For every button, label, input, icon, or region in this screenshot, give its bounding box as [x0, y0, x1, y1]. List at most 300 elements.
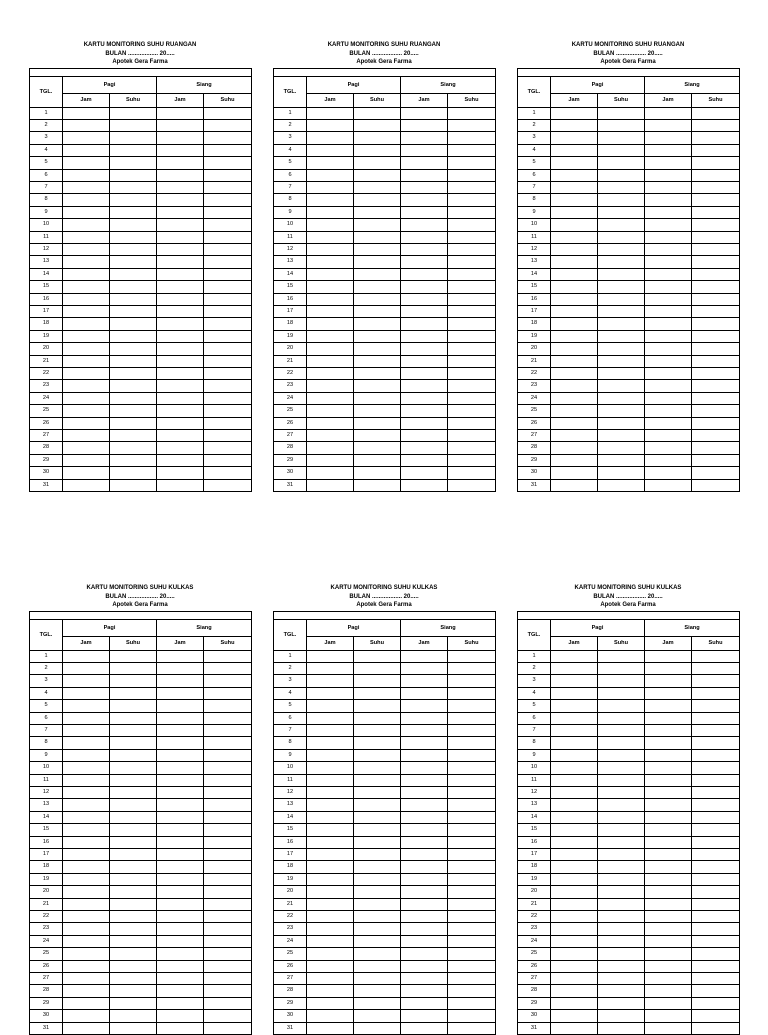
tgl-cell: 27 — [518, 430, 551, 442]
table-row — [518, 935, 740, 947]
siang-suhu-cell — [448, 824, 496, 836]
pagi-suhu-cell — [354, 293, 401, 305]
pagi-jam-cell — [307, 306, 354, 318]
siang-jam-cell — [157, 144, 204, 156]
pagi-jam-cell — [63, 467, 110, 479]
pagi-jam-cell — [307, 724, 354, 736]
siang-jam-cell — [401, 194, 448, 206]
pagi-suhu-cell — [598, 824, 645, 836]
table-row — [30, 157, 252, 169]
pagi-jam-cell — [551, 281, 598, 293]
siang-suhu-cell — [204, 479, 252, 491]
pagi-suhu-cell — [110, 368, 157, 380]
pagi-suhu-cell — [354, 132, 401, 144]
pagi-suhu-cell — [598, 1010, 645, 1022]
pagi-suhu-cell — [110, 650, 157, 662]
tgl-cell: 24 — [30, 935, 63, 947]
pagi-suhu-cell — [598, 206, 645, 218]
siang-jam-cell — [645, 454, 692, 466]
siang-jam-cell — [401, 343, 448, 355]
siang-suhu-cell — [692, 243, 740, 255]
siang-jam-cell — [401, 886, 448, 898]
table-row — [518, 898, 740, 910]
siang-suhu-cell — [204, 392, 252, 404]
pagi-jam-cell — [63, 873, 110, 885]
pagi-suhu-cell — [354, 724, 401, 736]
pagi-suhu-cell — [598, 256, 645, 268]
pagi-jam-cell — [551, 157, 598, 169]
pagi-jam-cell — [551, 392, 598, 404]
siang-jam-cell — [645, 144, 692, 156]
table-row — [30, 293, 252, 305]
siang-jam-cell — [157, 687, 204, 699]
siang-suhu-cell — [448, 786, 496, 798]
tgl-cell: 14 — [274, 268, 307, 280]
table-row — [518, 948, 740, 960]
siang-suhu-cell — [692, 973, 740, 985]
siang-jam-cell — [157, 467, 204, 479]
table-row — [274, 774, 496, 786]
tgl-cell: 30 — [274, 1010, 307, 1022]
pagi-suhu-cell — [598, 293, 645, 305]
siang-suhu-cell — [692, 380, 740, 392]
table-row — [274, 973, 496, 985]
siang-jam-cell — [645, 442, 692, 454]
pagi-jam-cell — [307, 786, 354, 798]
blank-row — [274, 68, 496, 76]
siang-jam-cell — [401, 430, 448, 442]
tgl-cell: 15 — [30, 824, 63, 836]
siang-jam-cell — [157, 762, 204, 774]
siang-jam-cell — [401, 454, 448, 466]
table-row — [518, 960, 740, 972]
table-row — [518, 194, 740, 206]
siang-header: Siang — [157, 76, 252, 93]
siang-jam-cell — [645, 836, 692, 848]
pagi-suhu-cell — [110, 973, 157, 985]
card-apotek: Apotek Gera Farma — [273, 601, 495, 610]
pagi-suhu-cell — [598, 675, 645, 687]
pagi-jam-cell — [307, 107, 354, 119]
pagi-jam-cell — [307, 206, 354, 218]
pagi-jam-cell — [63, 923, 110, 935]
siang-suhu-cell — [692, 886, 740, 898]
pagi-suhu-cell — [110, 824, 157, 836]
pagi-jam-cell — [63, 749, 110, 761]
siang-suhu-cell — [448, 687, 496, 699]
pagi-jam-cell — [307, 119, 354, 131]
pagi-suhu-cell — [598, 355, 645, 367]
tgl-cell: 29 — [274, 454, 307, 466]
siang-suhu-cell — [204, 911, 252, 923]
siang-jam-cell — [157, 861, 204, 873]
pagi-jam-cell — [551, 181, 598, 193]
pagi-suhu-cell — [354, 662, 401, 674]
table-row — [274, 157, 496, 169]
table-row — [518, 243, 740, 255]
siang-jam-cell — [157, 997, 204, 1009]
card-header — [517, 41, 739, 67]
table-row — [274, 231, 496, 243]
pagi-jam-cell — [551, 985, 598, 997]
suhu-header: Suhu — [110, 636, 157, 650]
siang-suhu-cell — [204, 662, 252, 674]
table-row — [30, 662, 252, 674]
siang-jam-cell — [157, 343, 204, 355]
tgl-cell: 11 — [30, 231, 63, 243]
pagi-suhu-cell — [354, 873, 401, 885]
pagi-jam-cell — [551, 923, 598, 935]
siang-jam-cell — [157, 898, 204, 910]
siang-suhu-cell — [204, 231, 252, 243]
pagi-suhu-cell — [598, 811, 645, 823]
table-row — [518, 762, 740, 774]
siang-suhu-cell — [204, 687, 252, 699]
suhu-header: Suhu — [204, 636, 252, 650]
pagi-jam-cell — [307, 687, 354, 699]
tgl-cell: 13 — [30, 799, 63, 811]
tgl-cell: 12 — [518, 786, 551, 798]
tgl-cell: 19 — [274, 330, 307, 342]
blank-row — [518, 68, 740, 76]
pagi-jam-cell — [551, 687, 598, 699]
siang-suhu-cell — [448, 650, 496, 662]
pagi-suhu-cell — [110, 467, 157, 479]
pagi-jam-cell — [307, 293, 354, 305]
pagi-suhu-cell — [598, 467, 645, 479]
table-row — [30, 886, 252, 898]
siang-suhu-cell — [204, 737, 252, 749]
siang-jam-cell — [157, 675, 204, 687]
siang-suhu-cell — [692, 675, 740, 687]
pagi-suhu-cell — [354, 923, 401, 935]
pagi-jam-cell — [551, 873, 598, 885]
tgl-cell: 29 — [30, 454, 63, 466]
siang-suhu-cell — [692, 923, 740, 935]
card-bulan: BULAN .................. 20..... — [273, 593, 495, 602]
pagi-suhu-cell — [598, 169, 645, 181]
table-row — [274, 700, 496, 712]
pagi-suhu-cell — [598, 786, 645, 798]
pagi-jam-cell — [63, 293, 110, 305]
tgl-cell: 7 — [518, 181, 551, 193]
pagi-suhu-cell — [110, 219, 157, 231]
siang-suhu-cell — [692, 417, 740, 429]
tgl-cell: 16 — [274, 293, 307, 305]
header-row — [274, 619, 496, 636]
pagi-jam-cell — [551, 144, 598, 156]
siang-jam-cell — [401, 774, 448, 786]
table-row — [518, 997, 740, 1009]
table-row — [274, 811, 496, 823]
siang-jam-cell — [645, 293, 692, 305]
siang-suhu-cell — [204, 157, 252, 169]
pagi-suhu-cell — [110, 948, 157, 960]
pagi-suhu-cell — [598, 144, 645, 156]
pagi-jam-cell — [307, 948, 354, 960]
siang-jam-cell — [645, 219, 692, 231]
pagi-suhu-cell — [598, 898, 645, 910]
pagi-suhu-cell — [354, 181, 401, 193]
siang-suhu-cell — [448, 318, 496, 330]
blank-row — [30, 611, 252, 619]
table-row — [274, 749, 496, 761]
siang-suhu-cell — [448, 997, 496, 1009]
pagi-jam-cell — [63, 799, 110, 811]
pagi-suhu-cell — [354, 392, 401, 404]
siang-jam-cell — [157, 107, 204, 119]
tgl-cell: 19 — [274, 873, 307, 885]
siang-jam-cell — [401, 650, 448, 662]
siang-suhu-cell — [204, 442, 252, 454]
pagi-header: Pagi — [307, 76, 401, 93]
tgl-cell: 17 — [518, 306, 551, 318]
table-row — [274, 343, 496, 355]
siang-jam-cell — [157, 935, 204, 947]
siang-suhu-cell — [204, 281, 252, 293]
table-row — [274, 442, 496, 454]
siang-suhu-cell — [692, 306, 740, 318]
tgl-cell: 7 — [274, 724, 307, 736]
pagi-jam-cell — [551, 762, 598, 774]
jam-header: Jam — [63, 93, 110, 107]
table-row — [518, 873, 740, 885]
tgl-cell: 8 — [274, 737, 307, 749]
tgl-cell: 6 — [518, 169, 551, 181]
tgl-cell: 23 — [518, 923, 551, 935]
pagi-suhu-cell — [598, 997, 645, 1009]
table-row — [518, 132, 740, 144]
siang-jam-cell — [157, 836, 204, 848]
pagi-jam-cell — [307, 898, 354, 910]
siang-jam-cell — [157, 973, 204, 985]
tgl-cell: 26 — [30, 960, 63, 972]
siang-suhu-cell — [204, 675, 252, 687]
table-row — [30, 343, 252, 355]
pagi-suhu-cell — [598, 712, 645, 724]
table-row — [518, 181, 740, 193]
tgl-cell: 21 — [274, 898, 307, 910]
table-row — [274, 368, 496, 380]
siang-suhu-cell — [692, 256, 740, 268]
pagi-suhu-cell — [354, 849, 401, 861]
siang-jam-cell — [157, 799, 204, 811]
siang-jam-cell — [157, 380, 204, 392]
siang-suhu-cell — [692, 662, 740, 674]
pagi-suhu-cell — [354, 256, 401, 268]
tgl-cell: 14 — [518, 811, 551, 823]
pagi-jam-cell — [307, 243, 354, 255]
table-row — [30, 1010, 252, 1022]
tgl-cell: 14 — [518, 268, 551, 280]
siang-suhu-cell — [448, 268, 496, 280]
pagi-suhu-cell — [354, 306, 401, 318]
blank-row — [274, 611, 496, 619]
jam-header: Jam — [157, 93, 204, 107]
pagi-suhu-cell — [110, 935, 157, 947]
siang-suhu-cell — [204, 169, 252, 181]
tgl-cell: 11 — [274, 231, 307, 243]
pagi-jam-cell — [307, 467, 354, 479]
pagi-jam-cell — [63, 712, 110, 724]
pagi-suhu-cell — [598, 960, 645, 972]
pagi-suhu-cell — [598, 873, 645, 885]
siang-suhu-cell — [692, 169, 740, 181]
pagi-suhu-cell — [110, 318, 157, 330]
tgl-cell: 2 — [274, 662, 307, 674]
tgl-cell: 30 — [30, 1010, 63, 1022]
tgl-cell: 1 — [274, 650, 307, 662]
siang-jam-cell — [401, 737, 448, 749]
tgl-cell: 26 — [518, 417, 551, 429]
pagi-jam-cell — [63, 960, 110, 972]
pagi-jam-cell — [307, 1010, 354, 1022]
table-row — [518, 318, 740, 330]
pagi-suhu-cell — [354, 786, 401, 798]
table-row — [30, 330, 252, 342]
tgl-header: TGL. — [30, 76, 63, 107]
pagi-jam-cell — [63, 281, 110, 293]
tgl-cell: 25 — [518, 405, 551, 417]
tgl-cell: 28 — [518, 985, 551, 997]
table-row — [30, 306, 252, 318]
siang-suhu-cell — [692, 948, 740, 960]
card-title: KARTU MONITORING SUHU KULKAS — [29, 584, 251, 593]
pagi-jam-cell — [63, 330, 110, 342]
table-row — [518, 799, 740, 811]
pagi-suhu-cell — [110, 873, 157, 885]
tgl-cell: 1 — [274, 107, 307, 119]
siang-jam-cell — [401, 107, 448, 119]
tgl-cell: 12 — [274, 243, 307, 255]
tgl-cell: 20 — [30, 886, 63, 898]
siang-suhu-cell — [448, 417, 496, 429]
table-row — [30, 724, 252, 736]
table-row — [274, 737, 496, 749]
pagi-jam-cell — [307, 343, 354, 355]
table-row — [518, 479, 740, 491]
pagi-suhu-cell — [110, 836, 157, 848]
siang-jam-cell — [157, 650, 204, 662]
pagi-jam-cell — [63, 306, 110, 318]
siang-jam-cell — [157, 712, 204, 724]
pagi-suhu-cell — [598, 700, 645, 712]
pagi-suhu-cell — [598, 662, 645, 674]
siang-jam-cell — [645, 849, 692, 861]
pagi-jam-cell — [63, 256, 110, 268]
pagi-suhu-cell — [354, 169, 401, 181]
pagi-suhu-cell — [110, 1022, 157, 1034]
siang-jam-cell — [401, 824, 448, 836]
tgl-cell: 23 — [30, 380, 63, 392]
pagi-jam-cell — [551, 107, 598, 119]
table-row — [274, 256, 496, 268]
siang-suhu-cell — [692, 368, 740, 380]
pagi-suhu-cell — [598, 861, 645, 873]
siang-suhu-cell — [204, 786, 252, 798]
table-row — [274, 132, 496, 144]
suhu-header: Suhu — [448, 636, 496, 650]
siang-jam-cell — [401, 157, 448, 169]
table-row — [518, 1010, 740, 1022]
siang-jam-cell — [401, 181, 448, 193]
siang-suhu-cell — [204, 243, 252, 255]
header-row — [30, 76, 252, 93]
pagi-suhu-cell — [354, 898, 401, 910]
table-row — [274, 799, 496, 811]
tgl-cell: 13 — [518, 799, 551, 811]
pagi-suhu-cell — [598, 132, 645, 144]
siang-jam-cell — [401, 355, 448, 367]
pagi-header: Pagi — [307, 619, 401, 636]
siang-jam-cell — [645, 368, 692, 380]
card-header — [29, 584, 251, 610]
siang-jam-cell — [401, 318, 448, 330]
siang-suhu-cell — [692, 144, 740, 156]
siang-suhu-cell — [692, 219, 740, 231]
subheader-row — [518, 93, 740, 107]
siang-suhu-cell — [204, 119, 252, 131]
pagi-suhu-cell — [598, 849, 645, 861]
siang-jam-cell — [645, 898, 692, 910]
table-row — [274, 997, 496, 1009]
pagi-suhu-cell — [354, 700, 401, 712]
siang-suhu-cell — [204, 749, 252, 761]
siang-jam-cell — [157, 306, 204, 318]
siang-jam-cell — [401, 675, 448, 687]
pagi-jam-cell — [63, 243, 110, 255]
suhu-header: Suhu — [692, 93, 740, 107]
tgl-cell: 1 — [518, 107, 551, 119]
pagi-suhu-cell — [110, 687, 157, 699]
siang-jam-cell — [645, 206, 692, 218]
siang-jam-cell — [157, 774, 204, 786]
pagi-suhu-cell — [110, 911, 157, 923]
tgl-cell: 24 — [274, 392, 307, 404]
tgl-cell: 17 — [30, 849, 63, 861]
siang-suhu-cell — [448, 700, 496, 712]
table-row — [518, 1022, 740, 1034]
pagi-jam-cell — [63, 194, 110, 206]
siang-jam-cell — [401, 985, 448, 997]
tgl-cell: 25 — [30, 948, 63, 960]
pagi-suhu-cell — [110, 157, 157, 169]
table-row — [274, 169, 496, 181]
table-row — [274, 836, 496, 848]
siang-jam-cell — [645, 985, 692, 997]
table-row — [30, 169, 252, 181]
table-row — [30, 973, 252, 985]
siang-jam-cell — [645, 886, 692, 898]
table-row — [518, 886, 740, 898]
tgl-cell: 11 — [518, 231, 551, 243]
card-title: KARTU MONITORING SUHU RUANGAN — [273, 41, 495, 50]
siang-jam-cell — [401, 119, 448, 131]
siang-jam-cell — [401, 243, 448, 255]
tgl-cell: 13 — [274, 799, 307, 811]
siang-suhu-cell — [692, 786, 740, 798]
pagi-jam-cell — [307, 281, 354, 293]
siang-jam-cell — [157, 417, 204, 429]
card-bulan: BULAN .................. 20..... — [517, 593, 739, 602]
pagi-suhu-cell — [598, 762, 645, 774]
siang-suhu-cell — [448, 774, 496, 786]
siang-suhu-cell — [204, 849, 252, 861]
pagi-jam-cell — [307, 712, 354, 724]
tgl-cell: 27 — [274, 973, 307, 985]
table-row — [30, 231, 252, 243]
tgl-cell: 14 — [30, 268, 63, 280]
